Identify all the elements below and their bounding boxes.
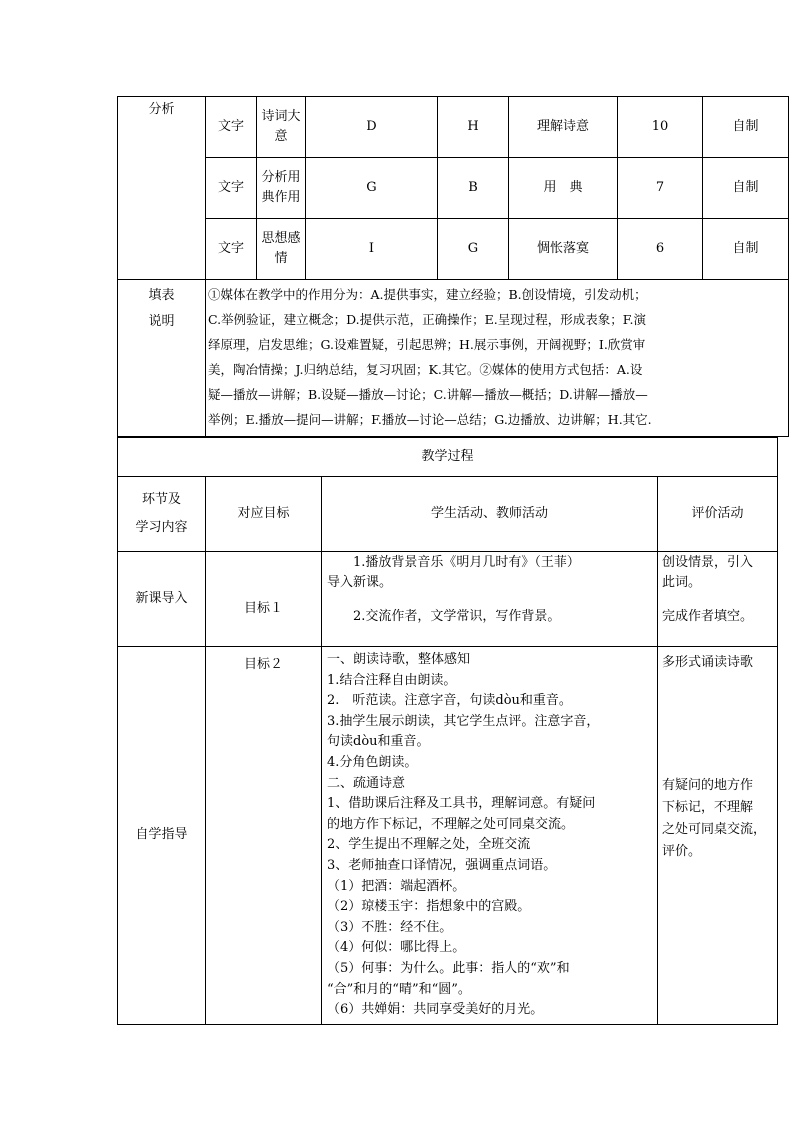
fill-instructions-text: ①媒体在教学中的作用分为：A.提供事实，建立经验；B.创设情境，引发动机； C.举例验证，建立概念；D.提供示范，正确操作；E.呈现过程，形成表象；F.演 绎原理，启发思维；G.设难置疑，引起思辨；H.展示事例，开阔视野；I.欣赏审 美，陶冶情操；J.归纳总结，复习巩固；K.其它。②媒体的使用方式包括：A.设 疑—播放—讲解；B.设疑—播放—讨论；C.讲解—播放—概括；D.讲解—播放— 举例；E.播放—提问—讲解；F.播放—讨论—总结；G.边播放、边讲解；H.其它. bbox=[206, 280, 789, 437]
media-method: B bbox=[438, 158, 509, 219]
header-activity: 学生活动、教师活动 bbox=[322, 477, 658, 552]
analysis-label: 分析 bbox=[148, 102, 175, 117]
goal-cell: 目标２ bbox=[206, 647, 322, 1025]
fill-instructions-label: 填表 说明 bbox=[118, 280, 206, 437]
header-stage: 环节及 学习内容 bbox=[118, 477, 206, 552]
media-source: 自制 bbox=[703, 158, 789, 219]
media-role: G bbox=[306, 158, 438, 219]
media-type: 文字 bbox=[206, 219, 257, 280]
media-time: 6 bbox=[618, 219, 703, 280]
stage-new-lesson: 新课导入 bbox=[118, 552, 206, 647]
media-time: 10 bbox=[618, 97, 703, 158]
stage-self-study: 自学指导 bbox=[118, 647, 206, 1025]
activity-cell: 一、朗读诗歌，整体感知 1.结合注释自由朗读。 2. 听范读。注意字音，句读dòu和重音。 3.抽学生展示朗读，其它学生点评。注意字音， 句读dòu和重音。 4.分角色朗读。 二、疏通诗意 1、借助课后注释及工具书，理解词意。有疑问 的地方作下标记，不理解之处可同桌交流。 2、学生提出不理解之处，全班交流 3、老师抽查口译情况，强调重点词语。 （1）把酒：端起酒杯。 （2）琼楼玉宇：指想象中的宫殿。 （3）不胜：经不住。 （4）何似：哪比得上。 （5）何事：为什么。此事：指人的“欢”和 “合”和月的“晴”和“圆”。 （6）共婵娟：共同享受美好的月光。 bbox=[322, 647, 658, 1025]
teaching-process-table bbox=[117, 437, 778, 1025]
eval-cell: 多形式诵读诗歌 有疑问的地方作 下标记，不理解 之处可同桌交流， 评价。 bbox=[658, 647, 778, 1025]
goal-cell: 目标１ bbox=[206, 552, 322, 647]
section-title: 教学过程 bbox=[118, 438, 778, 477]
media-time: 7 bbox=[618, 158, 703, 219]
media-type: 文字 bbox=[206, 97, 257, 158]
header-eval: 评价活动 bbox=[658, 477, 778, 552]
media-name: 思想感 情 bbox=[257, 219, 306, 280]
media-name: 诗词大 意 bbox=[257, 97, 306, 158]
media-content: 理解诗意 bbox=[509, 97, 618, 158]
media-source: 自制 bbox=[703, 219, 789, 280]
media-analysis-table bbox=[117, 96, 789, 437]
media-role: D bbox=[306, 97, 438, 158]
media-source: 自制 bbox=[703, 97, 789, 158]
media-method: G bbox=[438, 219, 509, 280]
media-role: I bbox=[306, 219, 438, 280]
media-method: H bbox=[438, 97, 509, 158]
header-goal: 对应目标 bbox=[206, 477, 322, 552]
media-name: 分析用 典作用 bbox=[257, 158, 306, 219]
media-content: 惆怅落寞 bbox=[509, 219, 618, 280]
activity-cell: 1.播放背景音乐《明月几时有》（王菲） 导入新课。 2.交流作者，文学常识，写作背景。 bbox=[322, 552, 658, 647]
analysis-label-cell bbox=[118, 97, 206, 280]
eval-cell: 创设情景，引入 此词。 完成作者填空。 bbox=[658, 552, 778, 647]
media-type: 文字 bbox=[206, 158, 257, 219]
media-content: 用 典 bbox=[509, 158, 618, 219]
